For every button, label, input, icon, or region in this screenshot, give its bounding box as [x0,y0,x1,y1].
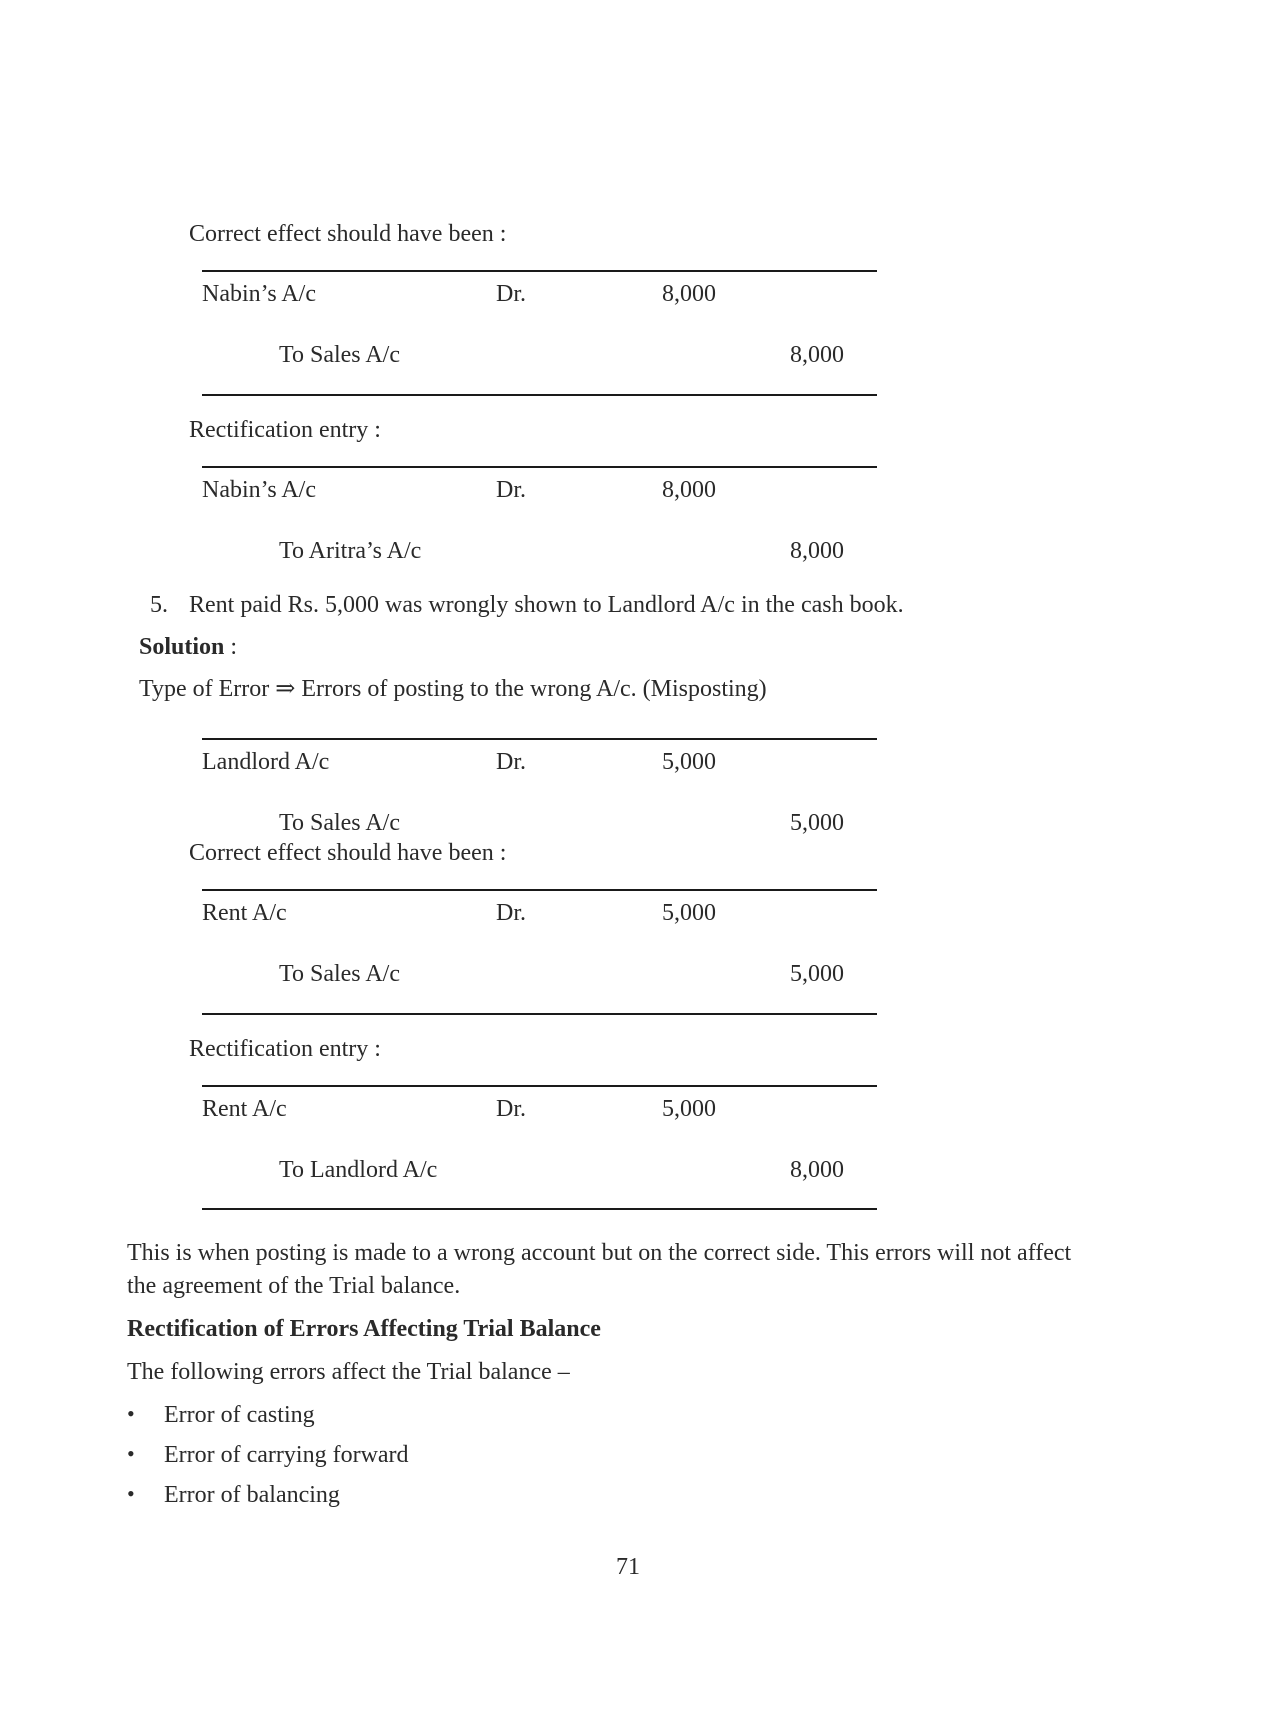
block2-row1-amount: 8,000 [662,477,716,503]
block2-row1-dr: Dr. [496,477,526,503]
block5-row2-account: To Landlord A/c [279,1157,438,1183]
block3-row1-account: Landlord A/c [202,749,330,775]
block1-row1-dr: Dr. [496,281,526,307]
bullet-1: • [127,1401,135,1426]
block2-row2-account: To Aritra’s A/c [279,538,422,564]
page-number: 71 [616,1554,640,1580]
list-item-balancing: Error of balancing [164,1482,340,1508]
block3-row1-dr: Dr. [496,749,526,775]
block4-heading: Correct effect should have been : [189,840,507,866]
block5-row2-amount: 8,000 [790,1157,844,1183]
block4-row1-account: Rent A/c [202,900,287,926]
block1-row1-amount: 8,000 [662,281,716,307]
explanation-line1: This is when posting is made to a wrong account but on the correct side. This errors will not affect [127,1240,1072,1266]
list-item-carrying-forward: Error of carrying forward [164,1442,409,1468]
block2-heading: Rectification entry : [189,417,381,443]
explanation-line2: the agreement of the Trial balance. [127,1273,461,1299]
block1-row1-account: Nabin’s A/c [202,281,316,307]
question5-text: Rent paid Rs. 5,000 was wrongly shown to Landlord A/c in the cash book. [189,592,904,618]
block1-top-rule [202,270,877,272]
bullet-3: • [127,1481,135,1506]
block5-row1-dr: Dr. [496,1096,526,1122]
bullet-2: • [127,1441,135,1466]
block5-heading: Rectification entry : [189,1036,381,1062]
section-intro: The following errors affect the Trial balance – [127,1359,570,1385]
block4-bottom-rule [202,1013,877,1015]
block3-row2-amount: 5,000 [790,810,844,836]
block4-row2-account: To Sales A/c [279,961,400,987]
block2-row1-account: Nabin’s A/c [202,477,316,503]
block5-top-rule [202,1085,877,1087]
block4-row1-dr: Dr. [496,900,526,926]
block1-row2-amount: 8,000 [790,342,844,368]
block3-row1-amount: 5,000 [662,749,716,775]
block1-heading: Correct effect should have been : [189,221,507,247]
block4-top-rule [202,889,877,891]
list-item-casting: Error of casting [164,1402,315,1428]
block3-top-rule [202,738,877,740]
solution-label: Solution [139,634,225,660]
block3-row2-account: To Sales A/c [279,810,400,836]
block1-bottom-rule [202,394,877,396]
block5-row1-account: Rent A/c [202,1096,287,1122]
block2-top-rule [202,466,877,468]
block5-row1-amount: 5,000 [662,1096,716,1122]
section-heading: Rectification of Errors Affecting Trial Balance [127,1316,601,1342]
block5-bottom-rule [202,1208,877,1210]
solution-colon: : [230,634,238,660]
block1-row2-account: To Sales A/c [279,342,400,368]
solution-heading [139,635,237,659]
block4-row2-amount: 5,000 [790,961,844,987]
block2-row2-amount: 8,000 [790,538,844,564]
question5-number: 5. [150,592,168,618]
error-type: Type of Error ⇒ Errors of posting to the wrong A/c. (Misposting) [139,676,767,702]
block4-row1-amount: 5,000 [662,900,716,926]
